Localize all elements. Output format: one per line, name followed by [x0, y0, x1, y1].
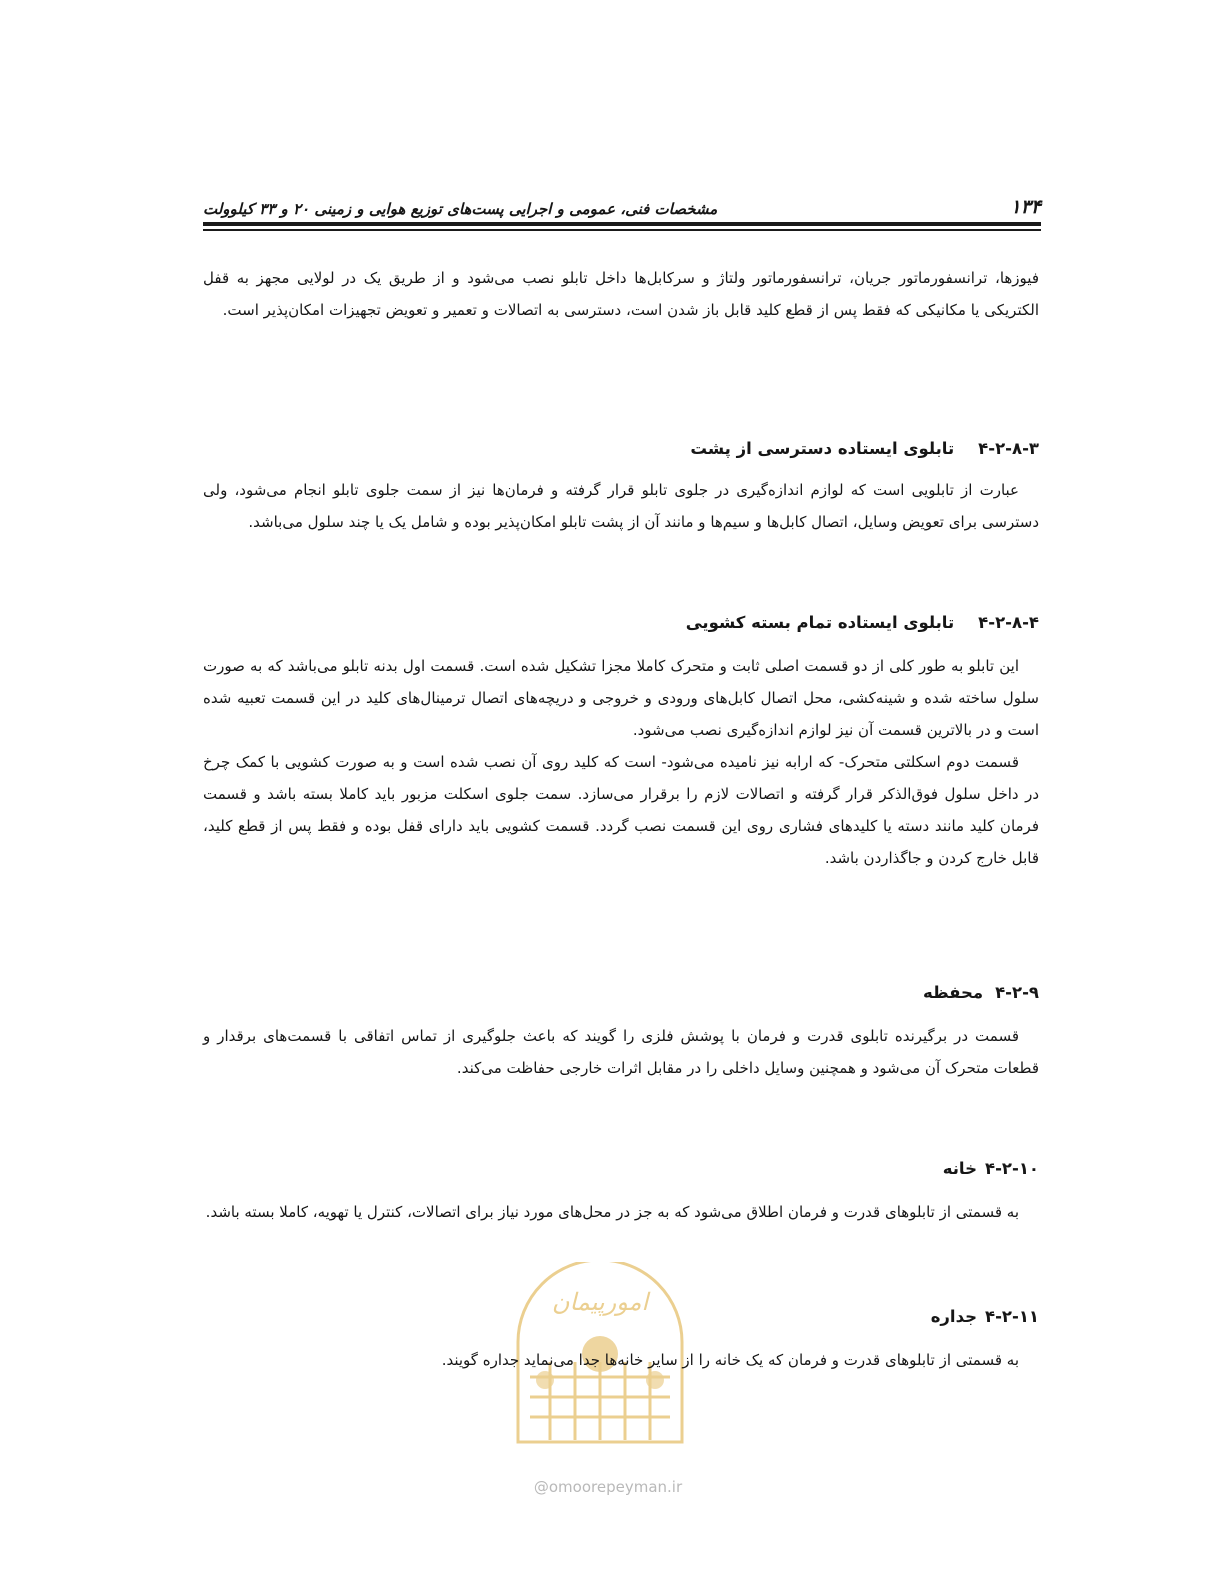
watermark-script: امورپیمان: [551, 1288, 649, 1316]
paragraph: قسمت در برگیرنده تابلوی قدرت و فرمان با پوشش فلزی را گویند که باعث جلوگیری از تماس اتفاقی با قسمت‌های برقدار و قطعات متحرک آن می‌شود و همچنین وسایل داخلی را در مقابل اثرات خارجی حفاظت می‌کند.: [203, 1027, 1039, 1077]
section-heading: [203, 608, 1039, 638]
paragraph: به قسمتی از تابلوهای قدرت و فرمان اطلاق می‌شود که به جز در محل‌های مورد نیاز برای اتصالات، کنترل یا تهویه، کاملا بسته باشد.: [205, 1203, 1019, 1221]
section-number: ۴-۲-۸-۳: [978, 439, 1039, 458]
section-4-2-8-4: [203, 608, 1039, 874]
section-4-2-9: [203, 978, 1039, 1084]
section-heading: [203, 434, 1039, 464]
section-title: محفظه: [923, 983, 984, 1002]
section-number: ۴-۲-۸-۴: [978, 613, 1039, 632]
paragraph: به قسمتی از تابلوهای قدرت و فرمان که یک خانه را از سایر خانه‌ها جدا می‌نماید جداره گویند.: [441, 1351, 1019, 1369]
paragraph: عبارت از تابلویی است که لوازم اندازه‌گیری در جلوی تابلو قرار گرفته و فرمان‌ها نیز از سمت جلوی تابلو انجام می‌شود، ولی دسترسی برای تعویض وسایل، اتصال کابل‌ها و سیم‌ها و مانند آن از پشت تابلو امکان‌پذیر بوده و شامل یک یا چند سلول می‌باشد.: [203, 481, 1039, 531]
header-rule-thin: [203, 229, 1041, 231]
section-4-2-8-3: [203, 434, 1039, 538]
section-heading: [203, 978, 1039, 1008]
section-heading: [203, 1302, 1039, 1332]
section-title: تابلوی ایستاده دسترسی از پشت: [690, 439, 955, 458]
section-title: خانه: [942, 1159, 978, 1178]
running-title: مشخصات فنی، عمومی و اجرایی پست‌های توزیع هوایی و زمینی ۲۰ و ۳۳ کیلوولت: [203, 200, 718, 218]
section-title: جداره: [930, 1307, 978, 1326]
watermark-url: @omoorepeyman.ir: [533, 1478, 683, 1496]
section-heading: [203, 1154, 1039, 1184]
header-rule-thick: [203, 222, 1041, 226]
section-number: ۴-۲-۱۱: [985, 1307, 1039, 1326]
page-number: ۱۳۴: [1010, 196, 1041, 218]
section-4-2-10: [203, 1154, 1039, 1228]
intro-paragraph: فیوزها، ترانسفورماتور جریان، ترانسفورماتور ولتاژ و سرکابل‌ها داخل تابلو نصب می‌شود و از طریق یک در لولایی مجهز به قفل الکتریکی یا مکانیکی که فقط پس از قطع کلید قابل باز شدن است، دسترسی به اتصالات و تعمیر و تعویض تجهیزات امکان‌پذیر است.: [203, 269, 1039, 319]
intro-block: [203, 262, 1039, 326]
page-header: [203, 190, 1041, 218]
section-4-2-11: [203, 1302, 1039, 1376]
section-number: ۴-۲-۹: [995, 983, 1039, 1002]
section-title: تابلوی ایستاده تمام بسته کشویی: [685, 613, 955, 632]
section-number: ۴-۲-۱۰: [985, 1159, 1039, 1178]
paragraph: قسمت دوم اسکلتی متحرک- که ارابه نیز نامیده می‌شود- است که کلید روی آن نصب شده است و به صورت کشویی با کمک چرخ در داخل سلول فوق‌الذکر قرار گرفته و اتصالات لازم را برقرار می‌سازد. سمت جلوی اسکلت مزبور باید کاملا بسته باشد و قسمت فرمان کلید مانند دسته یا کلیدهای فشاری روی این قسمت نصب گردد. قسمت کشویی باید دارای قفل بوده و فقط پس از قطع کلید، قابل خارج کردن و جاگذاردن باشد.: [203, 753, 1039, 867]
paragraph: این تابلو به طور کلی از دو قسمت اصلی ثابت و متحرک کاملا مجزا تشکیل شده است. قسمت اول بدنه تابلو می‌باشد که به صورت سلول ساخته شده و شینه‌کشی، محل اتصال کابل‌های ورودی و خروجی و دریچه‌های اتصال ترمینال‌های کلید در این قسمت تعبیه شده است و در بالاترین قسمت آن نیز لوازم اندازه‌گیری نصب می‌شود.: [203, 657, 1039, 739]
